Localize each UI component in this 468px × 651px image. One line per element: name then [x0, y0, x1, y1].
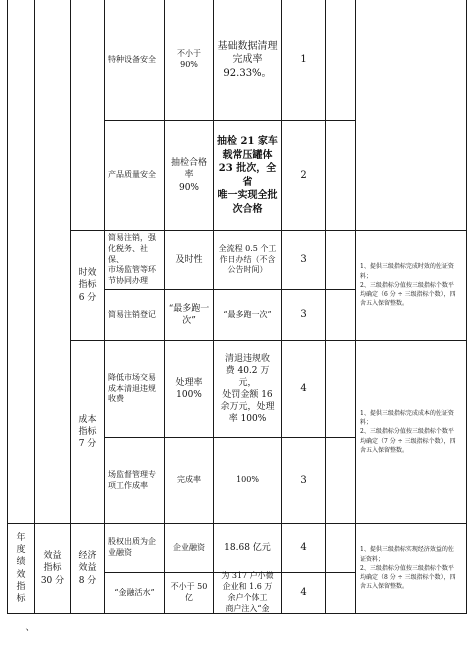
group-label-economic: 经济 效益 8 分 — [78, 551, 97, 586]
standard-cell: 不小于 90% — [177, 49, 201, 69]
grid-line — [7, 0, 8, 614]
score-cell: 3 — [300, 309, 307, 321]
grid-line — [355, 0, 356, 614]
standard-cell: 处理率 100% — [175, 377, 203, 400]
score-cell: 2 — [300, 169, 307, 181]
result-cell: 全流程 0.5 个工 作日办结（不含 公告时间） — [218, 243, 277, 275]
standard-cell: 抽检合格率 90% — [170, 158, 207, 193]
note-economic: 1、提供三级指标实现经济效益的佐 证资料； 2、三级指标分值按三级指标个数平 均确定（8 分 ÷ 三级指标个数），四 舍五入保留整数。 — [360, 546, 456, 591]
indicator-cell: 产品质量安全 — [108, 170, 156, 180]
indicator-cell: 特种设备安全 — [108, 54, 156, 64]
indicator-cell: 股权出质为企 业融资 — [108, 537, 156, 557]
indicator-cell: “金融活水” — [114, 587, 155, 597]
grid-line — [325, 0, 326, 614]
standard-cell: “最多跑一 次” — [168, 303, 210, 326]
result-cell: 抽检 21 家车 载常压罐体 23 批次，全省 唯一实现全批 次合格 — [217, 136, 278, 215]
result-cell: “最多跑一次” — [223, 309, 272, 319]
footer-mark: 、 — [25, 622, 35, 633]
note-cost: 1、提供三级指标完成成本的佐证资 料； 2、三级指标分值按三级指标个数平 均确定（7 分 ÷ 三级指标个数），四 舍五入保留整数。 — [360, 409, 456, 454]
indicator-cell: 简易注销，强 化税务、社保、 市场监管等环 节协同办理 — [108, 233, 156, 286]
group-label-cost: 成本 指标 7 分 — [78, 414, 97, 450]
score-cell: 3 — [300, 254, 307, 266]
indicator-cell: 场监督管理专 项工作成率 — [108, 469, 156, 490]
indicator-cell: 降低市场交易 成本清退违规 收费 — [108, 372, 156, 404]
result-cell: 为 317 户小微 企业和 1.6 万 余户个体工 商户注入“金 — [221, 571, 274, 613]
group-label-benefit: 效益 指标 30 分 — [40, 551, 65, 586]
score-cell: 3 — [300, 474, 307, 486]
result-cell: 18.68 亿元 — [224, 542, 271, 553]
score-cell: 4 — [300, 542, 307, 554]
standard-cell: 不小于 50 亿 — [170, 582, 208, 602]
group-label-year: 年 度 绩 效 指 标 — [16, 533, 26, 604]
indicator-cell: 简易注销登记 — [108, 309, 156, 319]
group-label-timeliness: 时效 指标 6 分 — [78, 268, 97, 303]
grid-line — [466, 0, 467, 614]
note-timeliness: 1、提供三级指标完成时效的佐证资 料； 2、三级指标分值按三级指标个数平 均确定（6 分 ÷ 三级指标个数），四 舍五入保留整数。 — [360, 263, 456, 308]
result-cell: 100% — [236, 475, 259, 485]
score-cell: 4 — [300, 587, 307, 599]
standard-cell: 企业融资 — [173, 542, 205, 552]
result-cell: 清退违规收 费 40.2 万元， 处罚金额 16 余万元，处理 率 100% — [220, 353, 275, 425]
standard-cell: 及时性 — [175, 254, 203, 265]
score-cell: 1 — [300, 54, 307, 66]
standard-cell: 完成率 — [177, 475, 201, 485]
grid-line — [34, 0, 35, 614]
score-cell: 4 — [300, 383, 307, 395]
result-cell: 基础数据清理 完成率 92.33%。 — [217, 40, 278, 79]
